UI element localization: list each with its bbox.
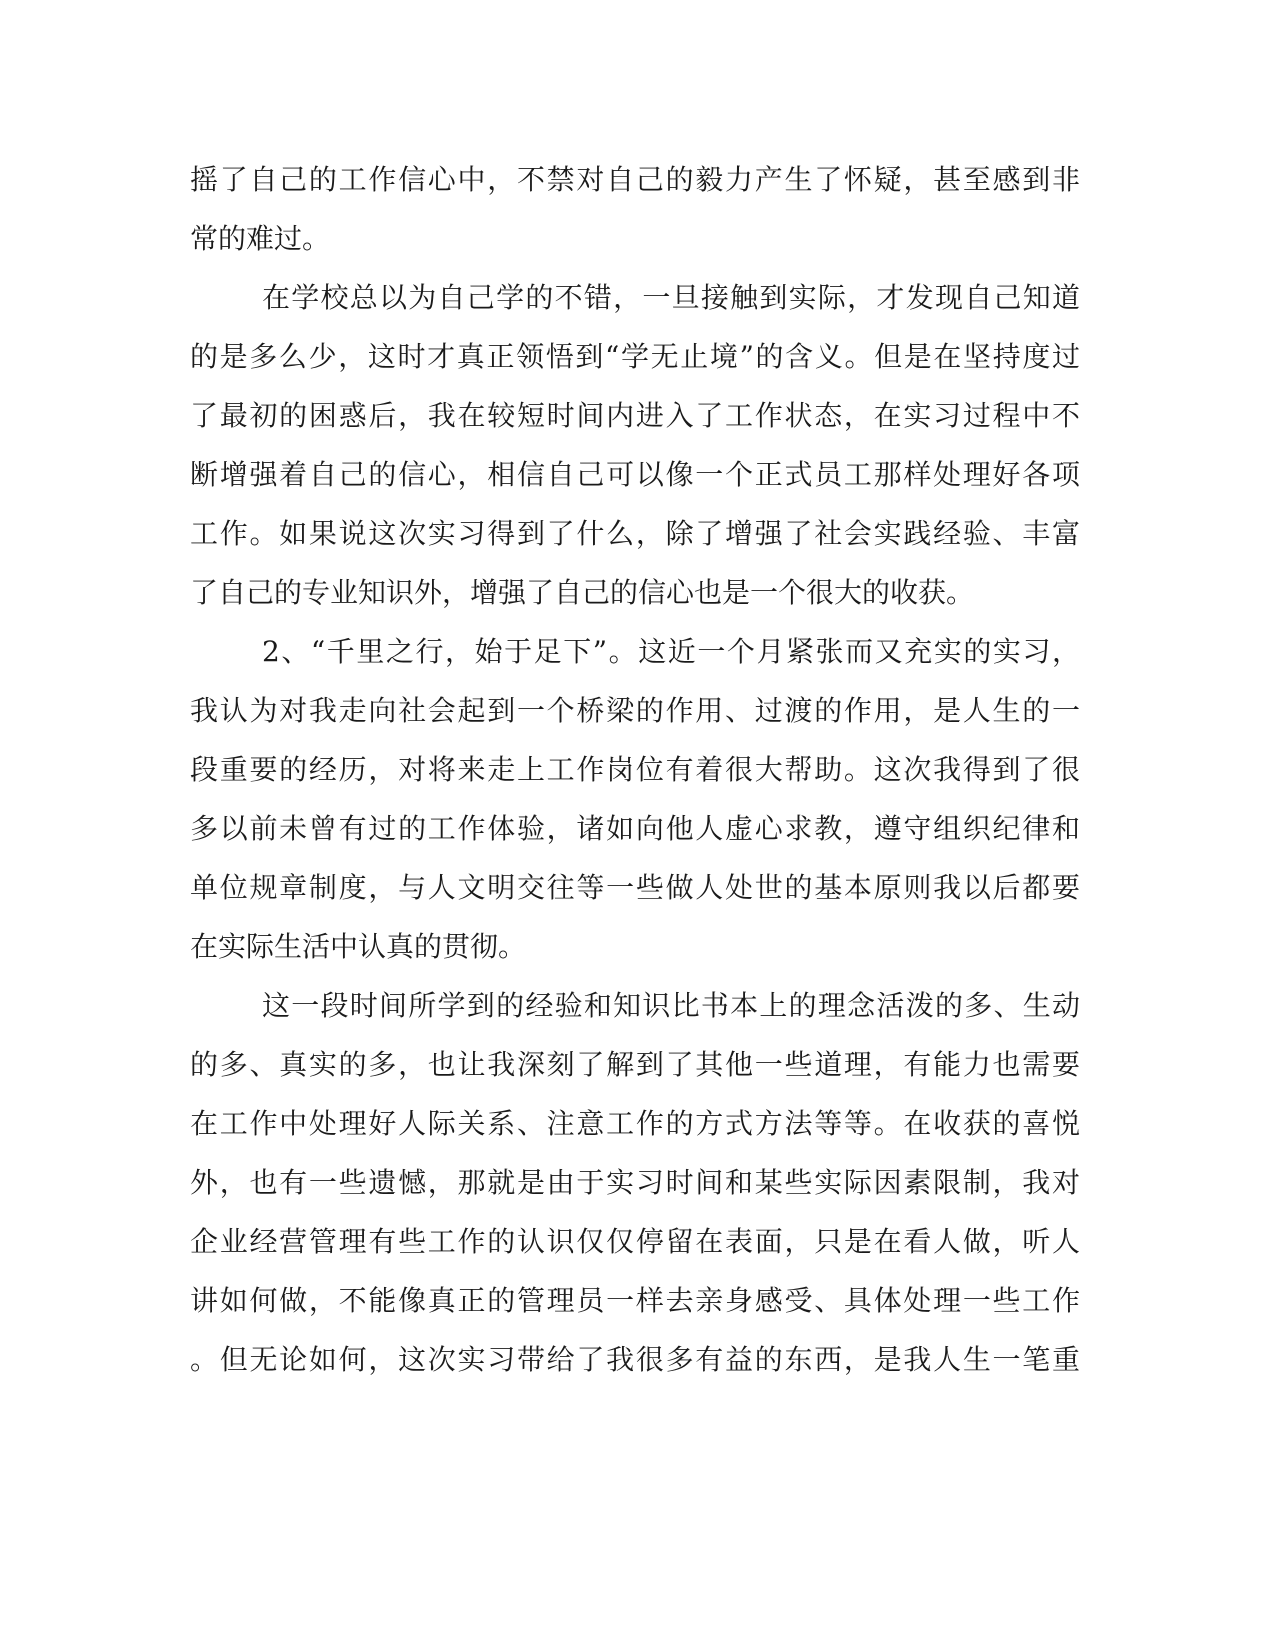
text-line: 单位规章制度，与人文明交往等一些做人处世的基本原则我以后都要 (190, 871, 1080, 904)
text-line: 的多、真实的多，也让我深刻了解到了其他一些道理，有能力也需要 (190, 1048, 1080, 1081)
text-line: 这一段时间所学到的经验和知识比书本上的理念活泼的多、生动 (262, 989, 1080, 1022)
text-line: 企业经营管理有些工作的认识仅仅停留在表面，只是在看人做，听人 (190, 1225, 1080, 1258)
text-line: 外，也有一些遗憾，那就是由于实习时间和某些实际因素限制，我对 (190, 1166, 1080, 1199)
text-line: 在实际生活中认真的贯彻。 (190, 930, 527, 963)
text-line: 多以前未曾有过的工作体验，诸如向他人虚心求教，遵守组织纪律和 (190, 812, 1080, 845)
text-line: 断增强着自己的信心，相信自己可以像一个正式员工那样处理好各项 (190, 458, 1080, 491)
text-line: 的是多么少，这时才真正领悟到“学无止境”的含义。但是在坚持度过 (190, 340, 1080, 373)
text-line: 在学校总以为自己学的不错，一旦接触到实际，才发现自己知道 (262, 281, 1080, 314)
text-line: 了最初的困惑后，我在较短时间内进入了工作状态，在实习过程中不 (190, 399, 1080, 432)
text-line: 我认为对我走向社会起到一个桥梁的作用、过渡的作用，是人生的一 (190, 694, 1080, 727)
text-line: 讲如何做，不能像真正的管理员一样去亲身感受、具体处理一些工作 (190, 1284, 1080, 1317)
text-line: 工作。如果说这次实习得到了什么，除了增强了社会实践经验、丰富 (190, 517, 1080, 550)
text-line: 段重要的经历，对将来走上工作岗位有着很大帮助。这次我得到了很 (190, 753, 1080, 786)
text-line: 2、“千里之行，始于足下”。这近一个月紧张而又充实的实习， (262, 635, 1080, 668)
text-line: 了自己的专业知识外，增强了自己的信心也是一个很大的收获。 (190, 576, 975, 609)
text-line: 常的难过。 (190, 222, 331, 255)
text-line: 在工作中处理好人际关系、注意工作的方式方法等等。在收获的喜悦 (190, 1107, 1080, 1140)
text-line: 摇了自己的工作信心中，不禁对自己的毅力产生了怀疑，甚至感到非 (190, 163, 1080, 196)
text-line: 。但无论如何，这次实习带给了我很多有益的东西，是我人生一笔重 (190, 1343, 1080, 1376)
